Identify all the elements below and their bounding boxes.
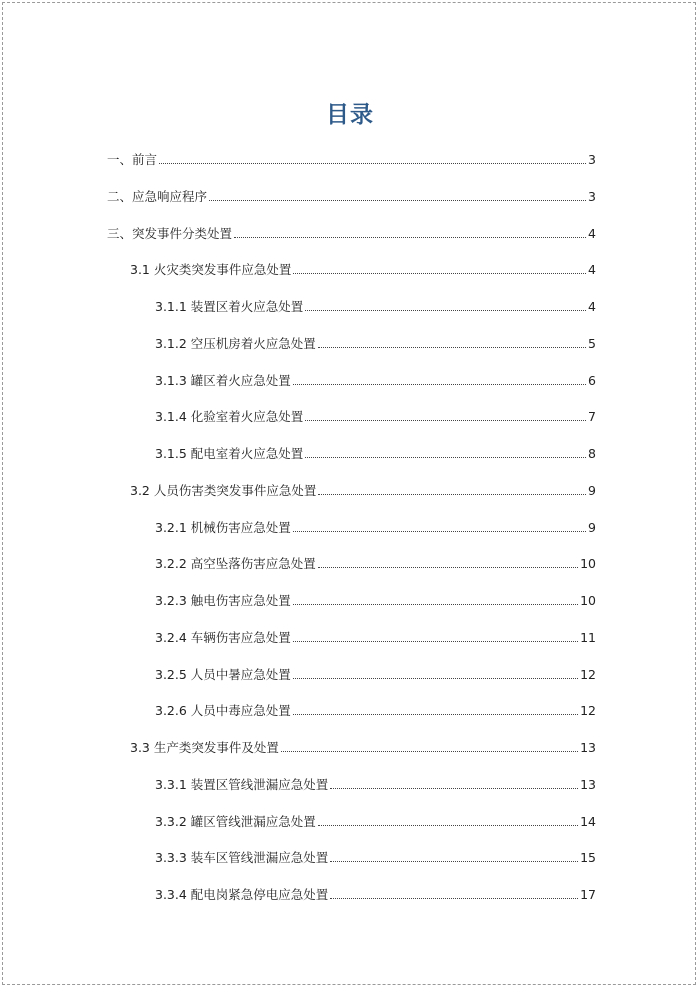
toc-entry[interactable]: [155, 332, 596, 352]
toc-dot-leader: [234, 237, 586, 238]
toc-entry-page-number: 14: [580, 813, 596, 829]
toc-entry[interactable]: [155, 552, 596, 572]
toc-entry-page-number: 11: [580, 629, 596, 645]
toc-entry-label: 3.2.1 机械伤害应急处置: [155, 519, 291, 535]
toc-entry-label: 3.1 火灾类突发事件应急处置: [130, 262, 292, 278]
toc-entry-page-number: 10: [580, 556, 596, 572]
toc-dot-leader: [281, 751, 578, 752]
toc-entry[interactable]: [155, 442, 596, 462]
toc-dot-leader: [293, 641, 578, 642]
toc-dot-leader: [330, 898, 578, 899]
toc-entry-label: 3.3.1 装置区管线泄漏应急处置: [155, 776, 329, 792]
toc-entry-page-number: 4: [588, 262, 596, 278]
toc-entry[interactable]: [107, 148, 596, 168]
toc-dot-leader: [318, 347, 586, 348]
toc-entry-page-number: 17: [580, 887, 596, 902]
toc-dot-leader: [293, 531, 586, 532]
toc-entry-label: 3.1.5 配电室着火应急处置: [155, 446, 304, 461]
toc-entry[interactable]: [155, 589, 596, 609]
toc-entry-page-number: 6: [588, 372, 596, 388]
toc-dot-leader: [293, 384, 586, 385]
toc-entry-page-number: 5: [588, 335, 596, 351]
toc-entry[interactable]: [130, 258, 596, 278]
toc-entry[interactable]: [130, 479, 596, 499]
toc-entry-page-number: 4: [588, 225, 596, 241]
toc-entry-page-number: 8: [588, 446, 596, 461]
toc-entry-label: 3.3 生产类突发事件及处置: [130, 740, 279, 755]
toc-entry-label: 3.2.6 人员中毒应急处置: [155, 703, 291, 719]
toc-entry-label: 3.1.3 罐区着火应急处置: [155, 372, 291, 388]
toc-entry[interactable]: [155, 883, 596, 903]
toc-entry[interactable]: [155, 369, 596, 389]
toc-entry[interactable]: [155, 810, 596, 830]
toc-dot-leader: [318, 825, 578, 826]
toc-entry-label: 三、突发事件分类处置: [107, 225, 233, 241]
toc-entry[interactable]: [107, 222, 596, 242]
toc-entry[interactable]: [155, 663, 596, 683]
toc-entry-page-number: 3: [588, 152, 596, 167]
toc-dot-leader: [293, 678, 578, 679]
toc-entry-label: 3.2 人员伤害类突发事件应急处置: [130, 482, 317, 498]
toc-dot-leader: [318, 567, 578, 568]
toc-dot-leader: [209, 200, 586, 201]
toc-dot-leader: [305, 310, 586, 311]
toc-entry[interactable]: [155, 846, 596, 866]
toc-entry-page-number: 12: [580, 703, 596, 719]
toc-entry-label: 二、应急响应程序: [107, 188, 208, 204]
toc-entry-label: 3.1.2 空压机房着火应急处置: [155, 335, 316, 351]
toc-entry-label: 3.1.4 化验室着火应急处置: [155, 409, 304, 425]
toc-entry-page-number: 4: [588, 299, 596, 314]
toc-dot-leader: [330, 861, 578, 862]
toc-entry-label: 3.1.1 装置区着火应急处置: [155, 299, 304, 314]
toc-dot-leader: [293, 273, 586, 274]
toc-entry-label: 3.2.4 车辆伤害应急处置: [155, 629, 291, 645]
toc-dot-leader: [318, 494, 586, 495]
toc-entry-label: 3.2.2 高空坠落伤害应急处置: [155, 556, 316, 572]
toc-entry-page-number: 7: [588, 409, 596, 425]
toc-entry[interactable]: [155, 626, 596, 646]
toc-title: 目录: [326, 102, 374, 128]
toc-dot-leader: [330, 788, 578, 789]
toc-entry-page-number: 9: [588, 519, 596, 535]
toc-dot-leader: [293, 714, 578, 715]
toc-entry-label: 一、前言: [107, 152, 158, 167]
toc-entry[interactable]: [155, 516, 596, 536]
toc-entry-label: 3.2.3 触电伤害应急处置: [155, 593, 291, 608]
toc-dot-leader: [305, 420, 586, 421]
toc-dot-leader: [159, 163, 586, 164]
toc-entry[interactable]: [155, 295, 596, 315]
toc-dot-leader: [293, 604, 578, 605]
toc-entry-label: 3.3.3 装车区管线泄漏应急处置: [155, 850, 329, 866]
toc-entry-page-number: 13: [580, 776, 596, 792]
toc-dot-leader: [305, 457, 586, 458]
toc-entry-page-number: 12: [580, 666, 596, 682]
toc-entry-page-number: 9: [588, 482, 596, 498]
toc-entry[interactable]: [155, 773, 596, 793]
toc-entry-page-number: 13: [580, 740, 596, 755]
toc-entry-page-number: 3: [588, 188, 596, 204]
toc-entry-label: 3.2.5 人员中暑应急处置: [155, 666, 291, 682]
toc-entry[interactable]: [130, 736, 596, 756]
toc-entry[interactable]: [107, 185, 596, 205]
toc-entry-page-number: 10: [580, 593, 596, 608]
toc-entry-label: 3.3.4 配电岗紧急停电应急处置: [155, 887, 329, 902]
toc-entry[interactable]: [155, 699, 596, 719]
toc-entry[interactable]: [155, 405, 596, 425]
toc-entry-page-number: 15: [580, 850, 596, 866]
toc-entry-label: 3.3.2 罐区管线泄漏应急处置: [155, 813, 316, 829]
